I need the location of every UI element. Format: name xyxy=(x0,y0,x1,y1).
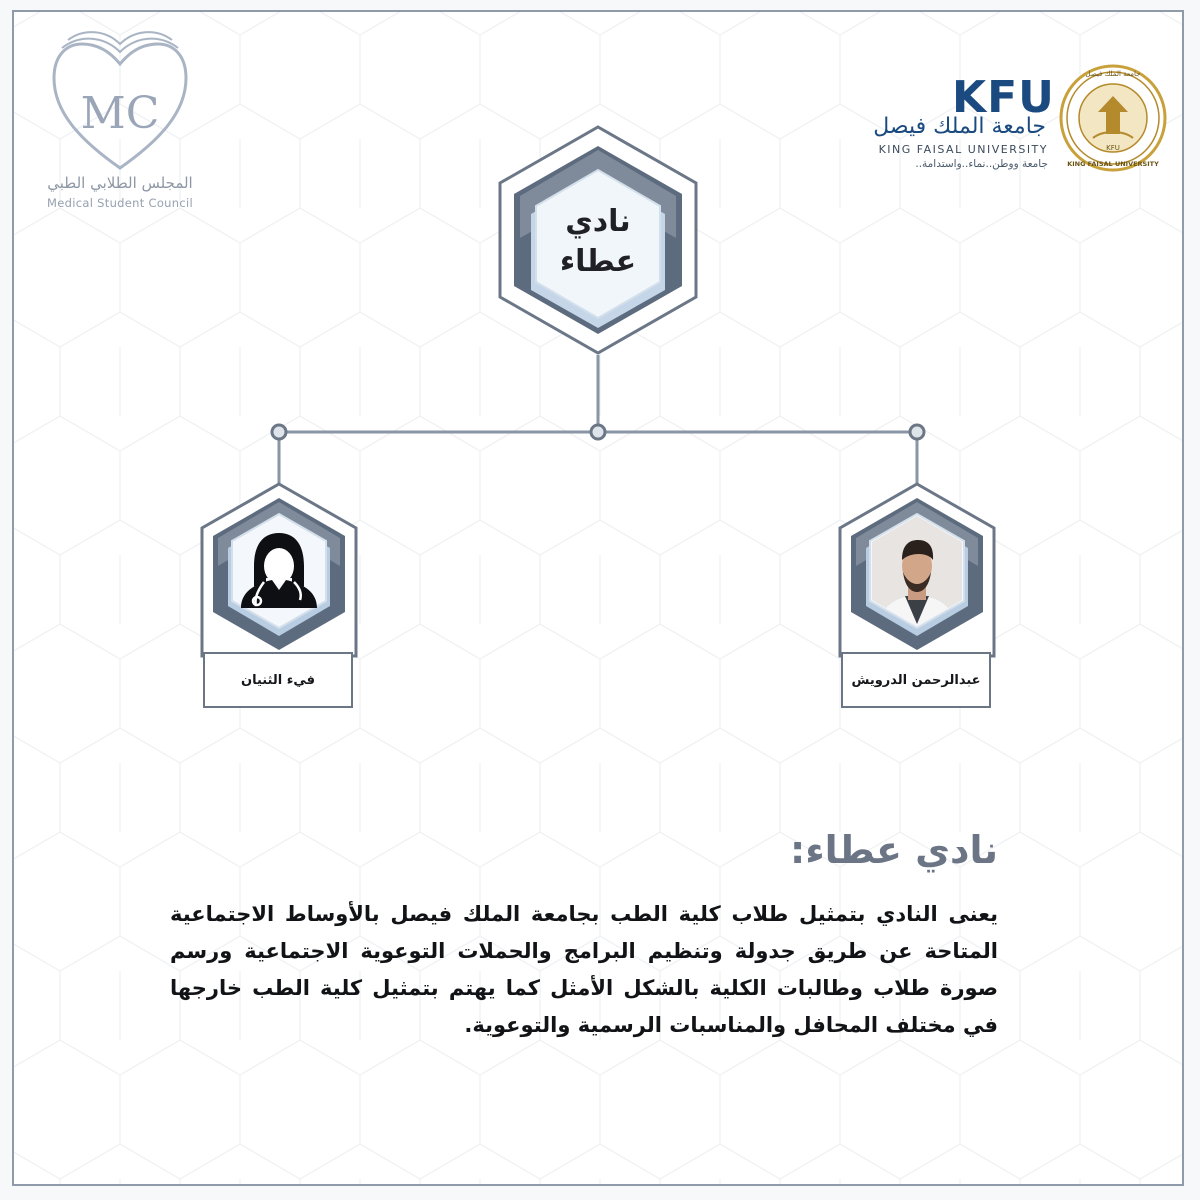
member-name-left: فيء الثنيان xyxy=(203,652,353,708)
kfu-seal-text: KING FAISAL UNIVERSITY xyxy=(1067,160,1159,168)
kfu-abbreviation: KFU xyxy=(952,72,1055,123)
club-title-line2: عطاء xyxy=(559,244,637,279)
member-name-right: عبدالرحمن الدرويش xyxy=(841,652,991,708)
kfu-seal-center: KFU xyxy=(1106,144,1120,152)
description-title: نادي عطاء: xyxy=(790,828,998,872)
kfu-seal-arabic: جامعة الملك فيصل xyxy=(1085,70,1141,78)
mc-arabic-name: المجلس الطلابي الطبي xyxy=(47,174,193,192)
kfu-tagline: جامعة ووطن..نماء..واستدامة.. xyxy=(915,158,1048,170)
club-title xyxy=(538,202,658,282)
kfu-seal-icon xyxy=(1061,66,1165,170)
mc-english-name: Medical Student Council xyxy=(47,196,193,210)
club-title-line1: نادي xyxy=(565,204,631,239)
description-body: يعنى النادي بتمثيل طلاب كلية الطب بجامعة الملك فيصل بالأوساط الاجتماعية المتاحة عن طريق جدولة وتنظيم البرامج والحملات التوعوية الاجتماعية ورسم صورة طلاب وطالبات الكلية بالشكل الأمثل كما يهتم بتمثيل كلية الطب خارجها في مختلف المحافل والمناسبات الرسمية والتوعوية. xyxy=(170,902,998,1037)
mc-monogram: MC xyxy=(80,88,160,139)
kfu-english-name: KING FAISAL UNIVERSITY xyxy=(878,143,1048,156)
kfu-arabic-name: جامعة الملك فيصل xyxy=(873,114,1046,139)
